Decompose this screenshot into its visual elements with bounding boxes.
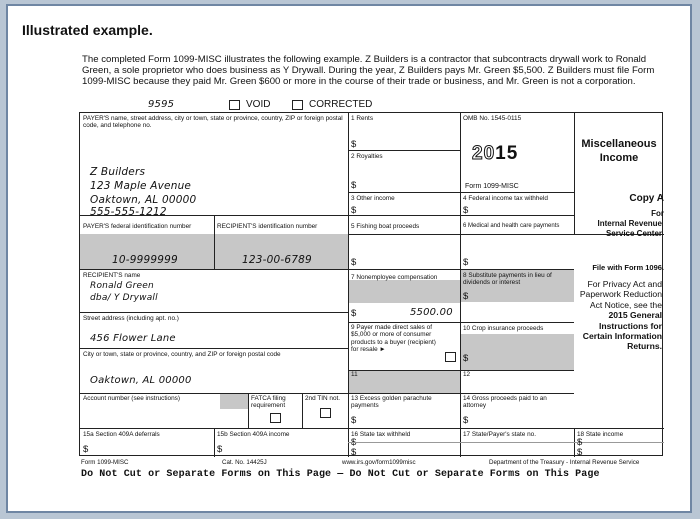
box17-label: 17 State/Payer's state no. (463, 431, 536, 438)
box7-shading (348, 280, 460, 303)
box10-label: 10 Crop insurance proceeds (463, 325, 544, 332)
intro-paragraph: The completed Form 1099-MISC illustrates the following example. Z Builders is a contractor that subcontracts drywall work to Ronald Green, a sole proprietor who does business as Y Drywall. During the year, Z Builders pays Mr. Green $5,500. Z Builders must file Form 1099-MISC because they paid Mr. Green $600 or more in the course of their trade or business, and Mr. Green is not a corporation. (82, 54, 655, 88)
recipient-dba: dba/ Y Drywall (90, 293, 158, 303)
void-label: VOID (246, 99, 271, 110)
box6-dollar: $ (463, 257, 469, 268)
box4-label: 4 Federal income tax withheld (463, 195, 548, 202)
box3-dollar: $ (351, 205, 357, 216)
box5-dollar: $ (351, 257, 357, 268)
box4-dollar: $ (463, 205, 469, 216)
void-checkbox[interactable] (229, 100, 240, 110)
box6-label: 6 Medical and health care payments (463, 223, 560, 229)
box15a-dollar: $ (83, 444, 89, 455)
payer-label: PAYER'S name, street address, city or town, state or province, country, ZIP or foreign postal code, and telephone no. (83, 115, 343, 130)
footer-warning: Do Not Cut or Separate Forms on This Page — Do Not Cut or Separate Forms on This Page (81, 469, 600, 480)
box7-label: 7 Nonemployee compensation (351, 274, 438, 281)
second-tin-label: 2nd TIN not. (305, 395, 341, 402)
form-name: Form 1099-MISC (465, 183, 519, 190)
corrected-label: CORRECTED (309, 99, 373, 110)
tax-year: 2015 (472, 143, 519, 164)
box15b-label: 15b Section 409A income (217, 431, 290, 438)
footer-url: www.irs.gov/form1099misc (342, 459, 416, 466)
recipient-label: RECIPIENT'S name (83, 272, 141, 279)
box10-shading (460, 334, 574, 370)
box18-label: 18 State income (577, 431, 624, 438)
box9-label: 9 Payer made direct sales of $5,000 or more of consumer products to a buyer (recipient) for resale ► (351, 324, 436, 354)
fatca-label: FATCA filing requirement (251, 395, 286, 410)
box12-label: 12 (463, 371, 471, 378)
box13-dollar: $ (351, 415, 357, 426)
box7-dollar: $ (351, 308, 357, 319)
box2-dollar: $ (351, 180, 357, 191)
box3-label: 3 Other income (351, 195, 395, 202)
street-value: 456 Flower Lane (90, 333, 176, 344)
page-heading: Illustrated example. (22, 22, 153, 38)
box14-dollar: $ (463, 415, 469, 426)
form-code: 9595 (148, 99, 175, 110)
box7-value: 5500.00 (410, 307, 453, 318)
recipient-tin: 123-00-6789 (242, 254, 312, 266)
box1-dollar: $ (351, 139, 357, 150)
box8-dollar: $ (463, 291, 469, 302)
city-label: City or town, state or province, country, and ZIP or foreign postal code (83, 351, 281, 358)
box18-dollar-1: $ (577, 437, 583, 448)
payer-city: Oaktown, AL 00000 (90, 194, 197, 206)
payer-tin-label: PAYER'S federal identification number (83, 223, 192, 230)
recipient-name: Ronald Green (90, 281, 154, 291)
box5-label: 5 Fishing boat proceeds (351, 223, 420, 230)
box2-label: 2 Royalties (351, 153, 383, 160)
copy-agency: Internal Revenue Service Center (597, 219, 662, 238)
box18-dollar-2: $ (577, 447, 583, 458)
recipient-tin-label: RECIPIENT'S identification number (217, 223, 318, 230)
account-shading (220, 393, 248, 409)
box15b-dollar: $ (217, 444, 223, 455)
file-with: File with Form 1096. (592, 263, 664, 272)
street-label: Street address (including apt. no.) (83, 315, 179, 322)
second-tin-checkbox[interactable] (320, 408, 331, 418)
city-value: Oaktown, AL 00000 (90, 375, 192, 386)
payer-name: Z Builders (90, 166, 146, 178)
omb-number: OMB No. 1545-0115 (463, 115, 522, 122)
copy-label: Copy A (629, 193, 664, 204)
box14-label: 14 Gross proceeds paid to an attorney (463, 395, 547, 410)
fatca-checkbox[interactable] (270, 413, 281, 423)
box11-shading (348, 370, 460, 393)
box16-label: 16 State tax withheld (351, 431, 411, 438)
corrected-checkbox[interactable] (292, 100, 303, 110)
box9-checkbox[interactable] (445, 352, 456, 362)
copy-for: For (651, 209, 664, 218)
box11-label: 11 (351, 371, 358, 378)
footer-cat: Cat. No. 14425J (222, 459, 267, 466)
box16-dollar-2: $ (351, 447, 357, 458)
footer-form: Form 1099-MISC (81, 459, 129, 466)
privacy-notice: For Privacy Act and Paperwork Reduction Act Notice, see the 2015 General Instructions for Certain Information Returns. (579, 279, 662, 352)
account-label: Account number (see instructions) (83, 395, 180, 402)
payer-phone: 555-555-1212 (90, 206, 167, 218)
box10-dollar: $ (463, 353, 469, 364)
box1-label: 1 Rents (351, 115, 374, 122)
payer-tin: 10-9999999 (112, 254, 178, 266)
form-title: Miscellaneous Income (581, 138, 657, 164)
form-1099-misc (79, 112, 663, 456)
box15a-label: 15a Section 409A deferrals (83, 431, 160, 438)
box8-label: 8 Substitute payments in lieu of dividends or interest (463, 272, 552, 287)
footer-dept: Department of the Treasury - Internal Revenue Service (489, 459, 640, 466)
box13-label: 13 Excess golden parachute payments (351, 395, 432, 410)
payer-street: 123 Maple Avenue (90, 180, 192, 192)
